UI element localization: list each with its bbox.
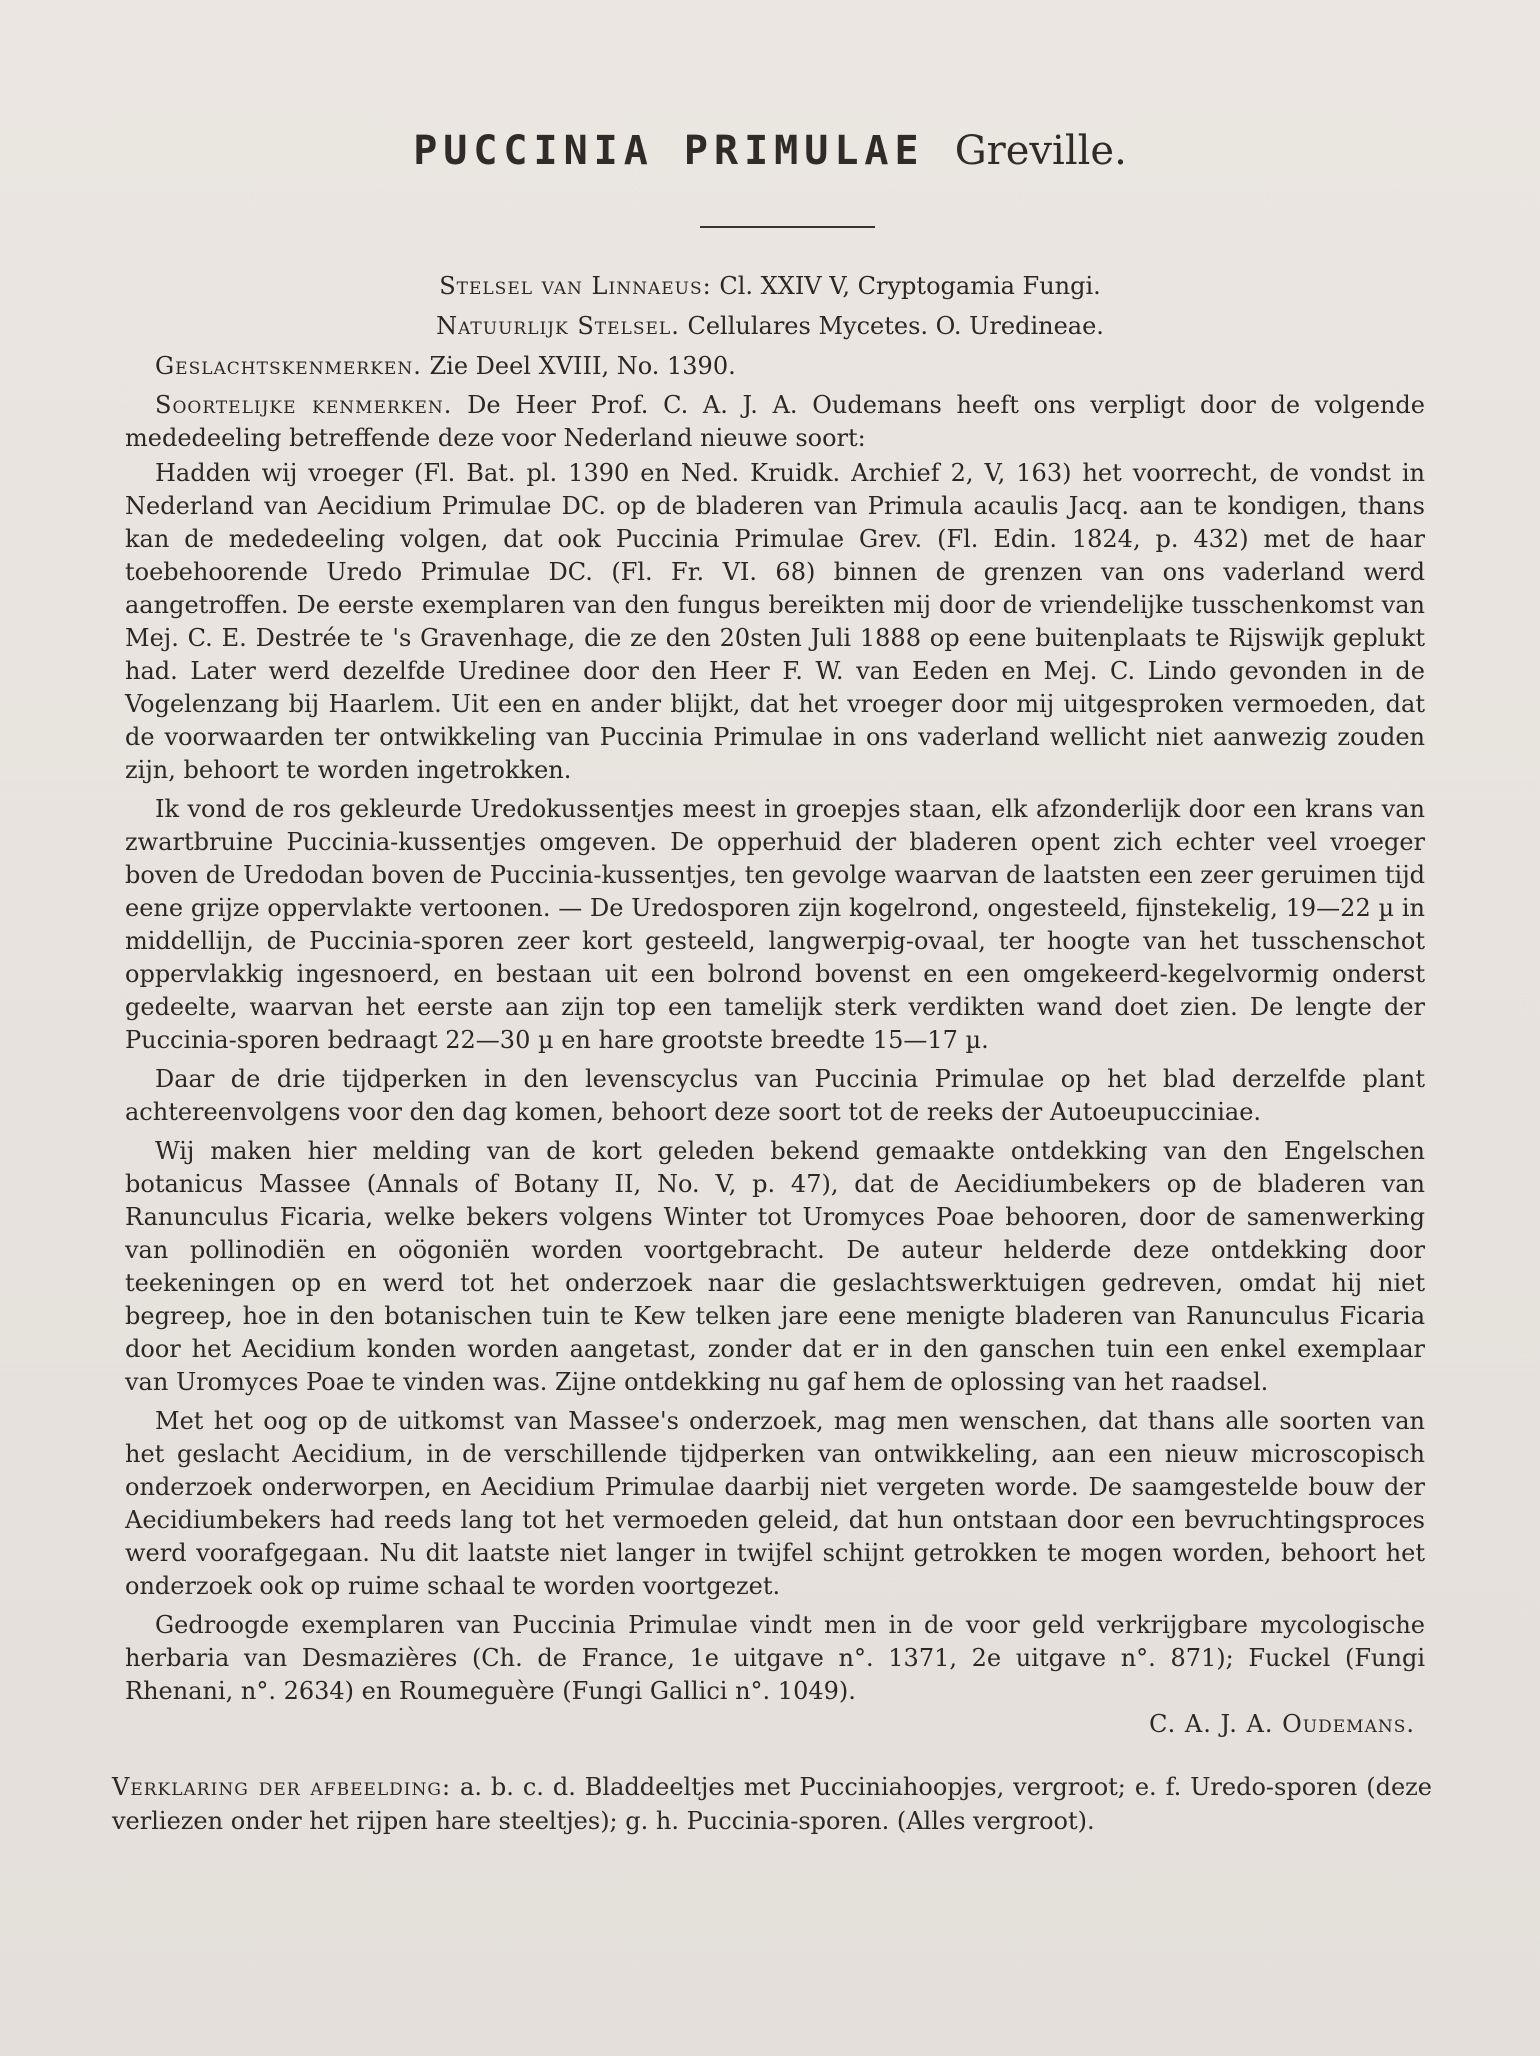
natural-label: Natuurlijk Stelsel. <box>436 312 680 340</box>
paragraph-3: Daar de drie tijdperken in den levenscyclus van Puccinia Primulae op het blad derzelfde plant achtereenvolgens voor den dag komen, behoort deze soort tot de reeks der Autoeupucciniae. <box>125 1065 1425 1126</box>
signature: C. A. J. A. Oudemans. <box>1149 1710 1415 1738</box>
paragraph-5: Met het oog op de uitkomst van Massee's onderzoek, mag men wenschen, dat thans alle soorten van het geslacht Aecidium, in de verschillende tijdperken van ontwikkeling, aan een nieuw microscopisch onderzoek onderworpen, en Aecidium Primulae daarbij niet vergeten worde. De saamgestelde bouw der Aecidiumbekers had reeds lang tot het vermoeden geleid, dat hun ontstaan door een bevruchtingsproces werd voorafgegaan. Nu dit laatste niet langer in twijfel schijnt getrokken te mogen worden, behoort het onderzoek ook op ruime schaal te worden voortgezet. <box>125 1407 1425 1600</box>
figure-legend <box>112 1770 1432 1838</box>
genus-text: Zie Deel XVIII, No. 1390. <box>429 352 736 380</box>
title-main: PUCCINIA PRIMULAE <box>413 128 925 174</box>
paragraph-2: Ik vond de ros gekleurde Uredokussentjes meest in groepjes staan, elk afzonderlijk door een krans van zwartbruine Puccinia-kussentjes omgeven. De opperhuid der bladeren opent zich echter veel vroeger boven de Uredodan boven de Puccinia-kussentjes, ten gevolge waarvan de laatsten een zeer geruimen tijd eene grijze oppervlakte vertoonen. — De Uredosporen zijn kogelrond, ongesteeld, fijnstekelig, 19—22 µ in middellijn, de Puccinia-sporen zeer kort gesteeld, langwerpig-ovaal, ter hoogte van het tusschenschot oppervlakkig ingesnoerd, en bestaan uit een bolrond bovenst en een omgekeerd-kegelvormig onderst gedeelte, waarvan het eerste aan zijn top een tamelijk sterk verdikten wand doet zien. De lengte der Puccinia-sporen bedraagt 22—30 µ en hare grootste breedte 15—17 µ. <box>125 795 1425 1054</box>
species-label: Soortelijke kenmerken. <box>155 391 453 419</box>
genus-label: Geslachtskenmerken. <box>155 352 422 380</box>
paragraph-6: Gedroogde exemplaren van Puccinia Primulae vindt men in de voor geld verkrijgbare mycologische herbaria van Desmazières (Ch. de France, 1e uitgave n°. 1371, 2e uitgave n°. 871); Fuckel (Fungi Rhenani, n°. 2634) en Roumeguère (Fungi Gallici n°. 1049). <box>125 1611 1425 1705</box>
page-title <box>0 128 1540 174</box>
linnaeus-system-line <box>0 272 1540 300</box>
genus-line <box>155 350 1425 383</box>
body-text <box>125 350 1425 1741</box>
species-paragraph <box>125 389 1425 455</box>
title-author: Greville. <box>954 128 1127 174</box>
linnaeus-label: Stelsel van Linnaeus: <box>439 272 712 300</box>
paragraph-1: Hadden wij vroeger (Fl. Bat. pl. 1390 en Ned. Kruidk. Archief 2, V, 163) het voorrecht, de vondst in Nederland van Aecidium Primulae DC. op de bladeren van Primula acaulis Jacq. aan te kondigen, thans kan de mededeeling volgen, dat ook Puccinia Primulae Grev. (Fl. Edin. 1824, p. 432) met de haar toebehoorende Uredo Primulae DC. (Fl. Fr. VI. 68) binnen de grenzen van ons vaderland werd aangetroffen. De eerste exemplaren van den fungus bereikten mij door de vriendelijke tusschenkomst van Mej. C. E. Destrée te 's Gravenhage, die ze den 20sten Juli 1888 op eene buitenplaats te Rijswijk geplukt had. Later werd dezelfde Uredinee door den Heer F. W. van Eeden en Mej. C. Lindo gevonden in de Vogelenzang bij Haarlem. Uit een en ander blijkt, dat het vroeger door mij uitgesproken vermoeden, dat de voorwaarden ter ontwikkeling van Puccinia Primulae in ons vaderland wellicht niet aanwezig zouden zijn, behoort te worden ingetrokken. <box>125 459 1425 784</box>
title-divider <box>700 226 875 228</box>
linnaeus-value: Cl. XXIV V, Cryptogamia Fungi. <box>719 272 1101 300</box>
paragraph-4: Wij maken hier melding van de kort geleden bekend gemaakte ontdekking van den Engelschen botanicus Massee (Annals of Botany II, No. V, p. 47), dat de Aecidiumbekers op de bladeren van Ranunculus Ficaria, welke bekers volgens Winter tot Uromyces Poae behooren, door de samenwerking van pollinodiën en oögoniën worden voortgebracht. De auteur helderde deze ontdekking door teekeningen op en werd tot het onderzoek naar die geslachtswerktuigen gedreven, omdat hij niet begreep, hoe in den botanischen tuin te Kew telken jare eene menigte bladeren van Ranunculus Ficaria door het Aecidium konden worden aangetast, zonder dat er in den ganschen tuin een enkel exemplaar van Uromyces Poae te vinden was. Zijne ontdekking nu gaf hem de oplossing van het raadsel. <box>125 1137 1425 1396</box>
species-intro: De Heer Prof. C. A. J. A. Oudemans heeft ons verpligt door de volgende mededeeling betreffende deze voor Nederland nieuwe soort: <box>125 391 1425 452</box>
natural-value: Cellulares Mycetes. O. Uredineae. <box>687 312 1104 340</box>
legend-text: a. b. c. d. Bladdeeltjes met Pucciniahoopjes, vergroot; e. f. Uredo-sporen (deze verliezen onder het rijpen hare steeltjes); g. h. Puccinia-sporen. (Alles vergroot). <box>112 1773 1433 1835</box>
natural-system-line <box>0 312 1540 340</box>
legend-label: Verklaring der afbeelding: <box>112 1773 452 1801</box>
